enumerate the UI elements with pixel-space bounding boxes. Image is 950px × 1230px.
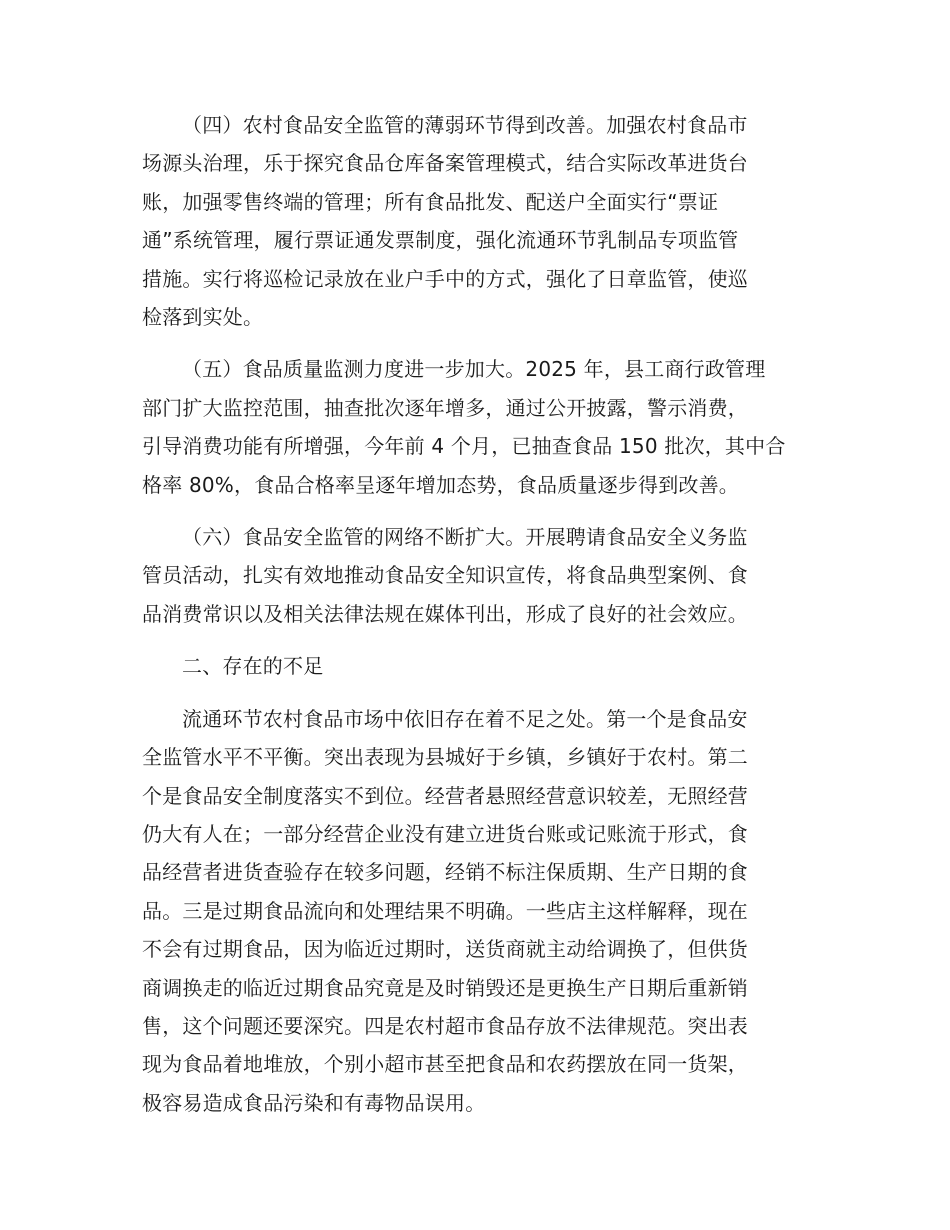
paragraph-shortcomings bbox=[142, 700, 810, 1122]
text-line: 售，这个问题还要深究。四是农村超市食品存放不法律规范。突出表 bbox=[142, 1013, 748, 1038]
text-line: 现为食品着地堆放，个别小超市甚至把食品和农药摆放在同一货架， bbox=[142, 1052, 748, 1077]
document-page bbox=[142, 106, 810, 1136]
text-line: 品经营者进货查验存在较多问题，经销不标注保质期、生产日期的食 bbox=[142, 860, 748, 885]
text-line: 措施。实行将巡检记录放在业户手中的方式，强化了日章监管，使巡 bbox=[142, 266, 748, 291]
paragraph-6 bbox=[142, 518, 810, 633]
text-line: （四）农村食品安全监管的薄弱环节得到改善。加强农村食品市 bbox=[182, 113, 748, 137]
text-line: 流通环节农村食品市场中依旧存在着不足之处。第一个是食品安 bbox=[182, 706, 748, 731]
text-line: 品。三是过期食品流向和处理结果不明确。一些店主这样解释，现在 bbox=[142, 898, 748, 923]
text-line: 部门扩大监控范围，抽查批次逐年增多，通过公开披露，警示消费， bbox=[142, 395, 748, 420]
text-line: 通”系统管理，履行票证通发票制度，强化流通环节乳制品专项监管 bbox=[142, 228, 739, 253]
text-line: （六）食品安全监管的网络不断扩大。开展聘请食品安全义务监 bbox=[182, 525, 748, 550]
text-line: 商调换走的临近过期食品究竟是及时销毁还是更换生产日期后重新销 bbox=[142, 975, 748, 1000]
text-line: 不会有过期食品，因为临近过期时，送货商就主动给调换了，但供货 bbox=[142, 937, 748, 962]
paragraph-4 bbox=[142, 106, 810, 336]
text-line: 场源头治理，乐于探究食品仓库备案管理模式，结合实际改革进货台 bbox=[142, 151, 748, 176]
text-line: 品消费常识以及相关法律法规在媒体刊出，形成了良好的社会效应。 bbox=[142, 601, 748, 626]
text-line: 账，加强零售终端的管理；所有食品批发、配送户全面实行“票证 bbox=[142, 189, 719, 214]
text-line: 个是食品安全制度落实不到位。经营者悬照经营意识较差，无照经营 bbox=[142, 783, 748, 808]
section-heading: 二、存在的不足 bbox=[182, 654, 324, 679]
text-line: 仍大有人在；一部分经营企业没有建立进货台账或记账流于形式，食 bbox=[142, 821, 748, 846]
paragraph-5 bbox=[142, 350, 810, 504]
text-line: 管员活动，扎实有效地推动食品安全知识宣传，将食品典型案例、食 bbox=[142, 563, 748, 588]
text-line: 引导消费功能有所增强，今年前 4 个月，已抽查食品 150 批次，其中合 bbox=[142, 434, 786, 459]
text-line: 检落到实处。 bbox=[142, 305, 264, 330]
text-line: 全监管水平不平衡。突出表现为县城好于乡镇，乡镇好于农村。第二 bbox=[142, 745, 748, 770]
text-line: （五）食品质量监测力度进一步加大。2025 年，县工商行政管理 bbox=[182, 357, 766, 382]
text-line: 格率 80%，食品合格率呈逐年增加态势，食品质量逐步得到改善。 bbox=[142, 472, 740, 497]
text-line: 极容易造成食品污染和有毒物品误用。 bbox=[142, 1090, 486, 1115]
